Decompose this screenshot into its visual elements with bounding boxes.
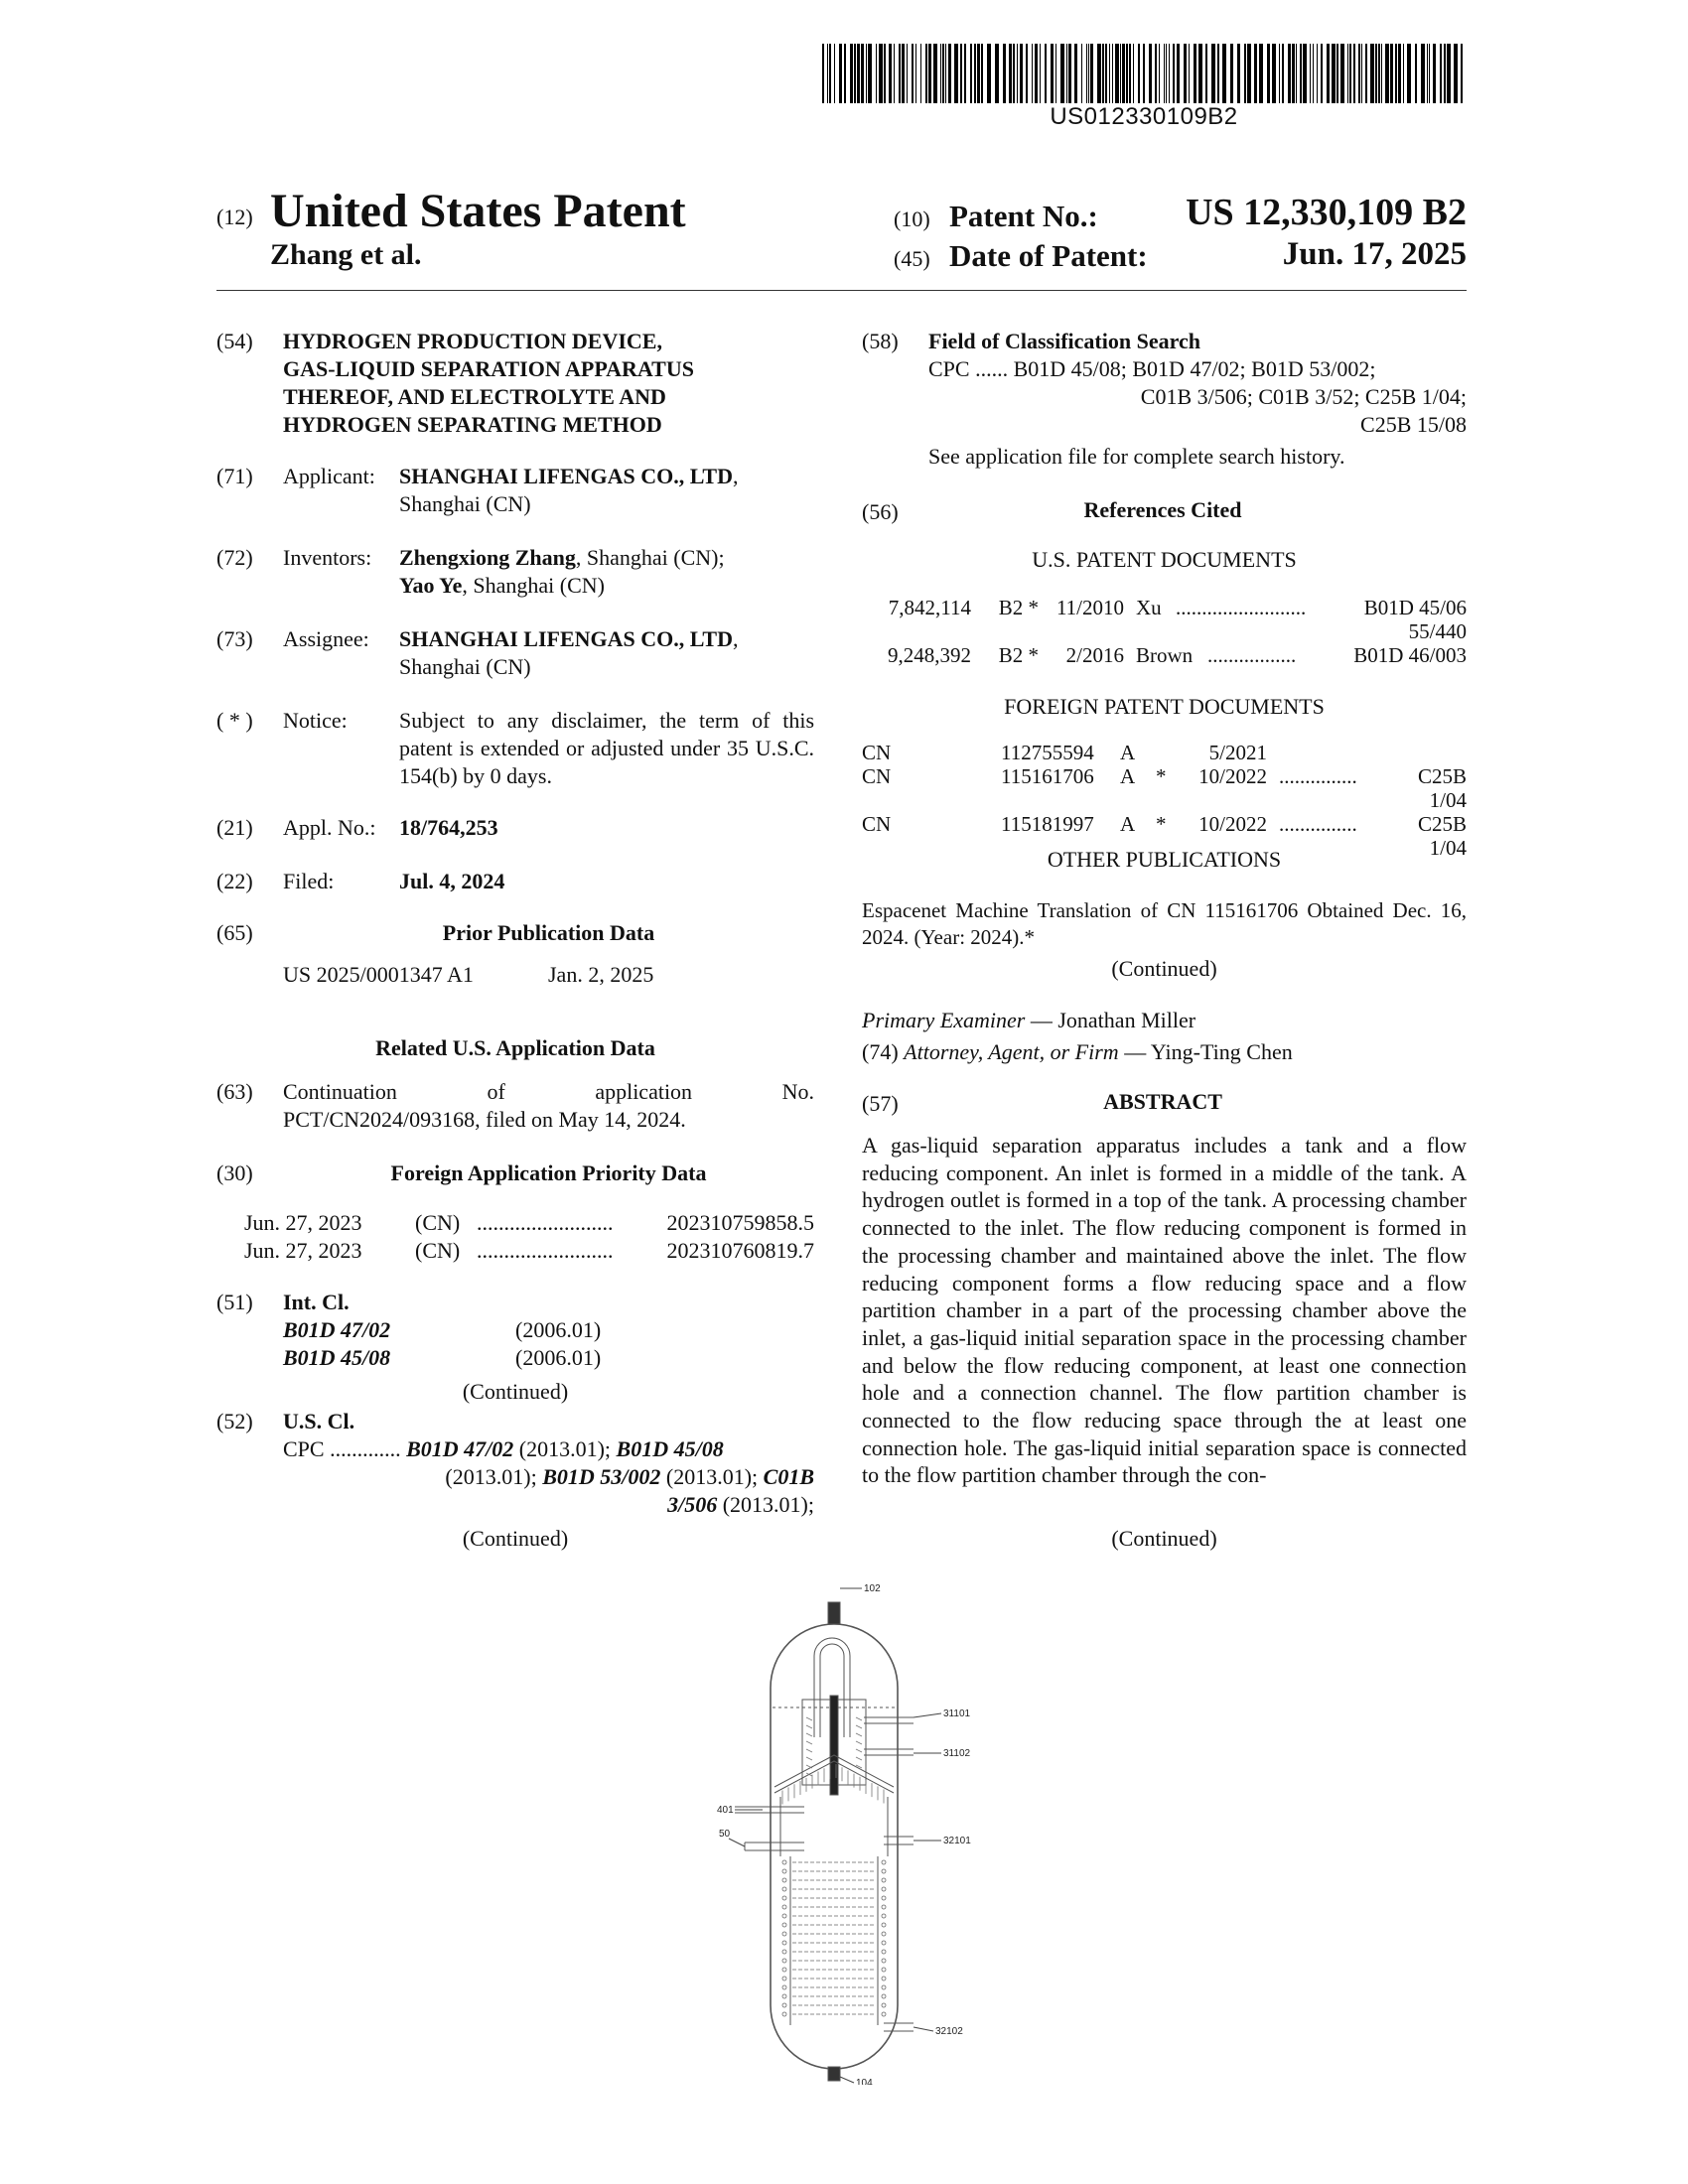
reference-row — [862, 643, 1467, 667]
dot-leader: ......................... — [477, 1210, 614, 1235]
inventors-label: Inventors: — [283, 545, 372, 570]
code-71: (71) — [216, 464, 253, 488]
patent-date: Jun. 17, 2025 — [1282, 236, 1467, 272]
references-continued: (Continued) — [1111, 956, 1217, 981]
code-65: (65) — [216, 920, 253, 945]
title-line: THEREOF, AND ELECTROLYTE AND — [283, 384, 666, 409]
cpc-version: (2013.01); — [717, 1492, 814, 1517]
patent-no-label: Patent No.: — [949, 199, 1098, 233]
other-publications-heading: OTHER PUBLICATIONS — [1047, 847, 1282, 872]
cpc-classes: B01D 45/08; B01D 47/02; B01D 53/002; — [1013, 356, 1376, 381]
dot-leader: ......................... — [477, 1238, 614, 1263]
ref-number: 115181997 — [1001, 812, 1094, 836]
barcode-number: US012330109B2 — [1050, 103, 1238, 130]
continuation-line — [283, 1078, 814, 1106]
ref-class: B01D 46/003 — [1353, 643, 1467, 667]
authors: Zhang et al. — [270, 238, 422, 271]
primary-examiner — [862, 1007, 1196, 1034]
ref-date: 10/2022 — [1198, 764, 1267, 788]
foreign-priority-table — [244, 1209, 814, 1265]
code-51: (51) — [216, 1290, 253, 1314]
dash: — — [1025, 1008, 1058, 1032]
label-401: 401 — [717, 1805, 734, 1816]
foreign-ref-row — [862, 764, 1467, 812]
word: application — [595, 1079, 693, 1104]
applicant-label: Applicant: — [283, 464, 375, 488]
priority-number: 202310760819.7 — [666, 1238, 814, 1263]
ref-date: 2/2016 — [1065, 643, 1124, 667]
prior-pub-number: US 2025/0001347 A1 — [283, 962, 474, 987]
ref-country: CN — [862, 764, 892, 788]
continuation-detail: PCT/CN2024/093168, filed on May 14, 2024. — [283, 1107, 686, 1132]
cpc-classes: C25B 15/08 — [1360, 412, 1467, 437]
cpc-label: CPC ...... — [928, 356, 1009, 381]
ref-kind: B2 * — [998, 596, 1039, 619]
dot-leader: ............. — [330, 1436, 401, 1461]
inventor-location: , Shanghai (CN) — [462, 573, 605, 598]
ref-class: C25B 1/04 — [1417, 812, 1467, 860]
assignee-name: SHANGHAI LIFENGAS CO., LTD — [399, 626, 733, 651]
title-line: HYDROGEN PRODUCTION DEVICE, — [283, 329, 662, 353]
filed-date: Jul. 4, 2024 — [399, 869, 505, 893]
ref-kind: A — [1120, 764, 1136, 788]
applicant-location: Shanghai (CN) — [399, 491, 531, 516]
priority-country: (CN) — [415, 1210, 461, 1235]
int-cl-table — [283, 1316, 601, 1372]
ref-name: Brown — [1136, 643, 1194, 667]
int-cl-version: (2006.01) — [515, 1345, 602, 1370]
cpc-label: CPC — [283, 1436, 325, 1461]
date-label: Date of Patent: — [949, 238, 1148, 273]
abstract-text: A gas-liquid separation apparatus includes a tank and a flow reducing component. An inlet is formed in a middle of the tank. A hydrogen outlet is formed in a top of the tank. A processing chamber connected to the inlet. The flow reducing component is formed in the processing chamber and maintained above the inlet. The flow reducing component forms a flow reducing space and a flow partition chamber in a part of the processing chamber above the inlet, a gas-liquid initial separation space in the processing chamber and below the flow reducing component, at least one connection hole and a connection channel. The flow partition chamber is connected to the flow reducing space through the at least one connection hole. The gas-liquid initial separation space is connected to the flow partition chamber through the con- — [862, 1133, 1467, 1488]
title-line: HYDROGEN SEPARATING METHOD — [283, 412, 662, 437]
ref-date: 11/2010 — [1055, 596, 1124, 619]
applicant — [399, 463, 738, 518]
priority-date: Jun. 27, 2023 — [244, 1210, 362, 1235]
us-references — [862, 596, 1467, 667]
ref-date: 5/2021 — [1208, 741, 1267, 764]
ref-kind: B2 * — [998, 643, 1039, 667]
header-rule — [216, 290, 1467, 291]
cpc-class: B01D 53/002 — [542, 1464, 661, 1489]
foreign-ref-row — [862, 741, 1467, 764]
code-57: (57) — [862, 1091, 899, 1116]
applicant-name: SHANGHAI LIFENGAS CO., LTD — [399, 464, 733, 488]
cpc-classes: C01B 3/506; C01B 3/52; C25B 1/04; — [1140, 384, 1467, 409]
dot-leader: ................. — [1207, 643, 1297, 667]
assignee-label: Assignee: — [283, 626, 369, 651]
ref-date: 10/2022 — [1198, 812, 1267, 836]
us-cl-cpc — [283, 1435, 814, 1519]
cpc-version: (2013.01); — [660, 1464, 764, 1489]
filed-label: Filed: — [283, 869, 335, 893]
code-72: (72) — [216, 545, 253, 570]
appl-no-label: Appl. No.: — [283, 815, 376, 840]
ref-number: 112755594 — [1001, 741, 1094, 764]
abstract-continued: (Continued) — [1111, 1526, 1217, 1551]
inventor-name: Yao Ye — [399, 573, 463, 598]
int-cl-version: (2006.01) — [515, 1317, 602, 1342]
code-notice: ( * ) — [216, 708, 253, 733]
ref-name: Xu — [1136, 596, 1162, 619]
code-10: (10) — [894, 206, 930, 231]
cpc-class: B01D 47/02 — [406, 1436, 514, 1461]
label-102: 102 — [864, 1583, 881, 1594]
ref-country: CN — [862, 812, 892, 836]
ref-star: * — [1156, 764, 1167, 788]
ref-number: 115161706 — [1001, 764, 1094, 788]
assignee — [399, 625, 738, 681]
references-heading: References Cited — [1083, 497, 1242, 522]
dot-leader: ............... — [1279, 764, 1357, 788]
ref-kind: A — [1120, 741, 1136, 764]
word: No. — [781, 1079, 814, 1104]
abstract-heading: ABSTRACT — [1103, 1089, 1222, 1114]
attorney — [862, 1038, 1293, 1066]
other-publication: Espacenet Machine Translation of CN 115161706 Obtained Dec. 16, 2024. (Year: 2024).* — [862, 898, 1467, 949]
code-58: (58) — [862, 329, 899, 353]
ref-star: * — [1156, 812, 1167, 836]
cpc-version: (2013.01); — [513, 1436, 617, 1461]
comma: , — [732, 626, 739, 651]
ref-country: CN — [862, 741, 892, 764]
appl-no: 18/764,253 — [399, 815, 498, 840]
inventor-name: Zhengxiong Zhang — [399, 545, 576, 570]
int-cl-heading: Int. Cl. — [283, 1290, 350, 1314]
reference-row — [862, 596, 1467, 619]
code-63: (63) — [216, 1079, 253, 1104]
field-search-cpc — [928, 355, 1467, 439]
notice-label: Notice: — [283, 708, 348, 733]
inventor-location: , Shanghai (CN); — [575, 545, 725, 570]
int-cl-continued: (Continued) — [462, 1379, 569, 1404]
priority-number: 202310759858.5 — [666, 1210, 814, 1235]
cpc-class: C01B — [763, 1464, 814, 1489]
search-history-note: See application file for complete search history. — [928, 444, 1345, 469]
code-21: (21) — [216, 815, 253, 840]
int-cl-class: B01D 47/02 — [283, 1317, 391, 1342]
label-31102: 31102 — [943, 1748, 971, 1759]
code-52: (52) — [216, 1409, 253, 1433]
cpc-version: (2013.01); — [445, 1464, 543, 1489]
code-30: (30) — [216, 1160, 253, 1185]
label-104: 104 — [856, 2078, 873, 2085]
foreign-references — [862, 741, 1467, 860]
cpc-class: 3/506 — [667, 1492, 718, 1517]
patent-title: United States Patent — [270, 185, 686, 237]
ref-class-secondary: 55/440 — [1408, 619, 1467, 643]
examiner-label: Primary Examiner — [862, 1008, 1026, 1032]
ref-class: B01D 45/06 — [1363, 596, 1467, 619]
label-32102: 32102 — [935, 2026, 963, 2037]
ref-number: 9,248,392 — [888, 643, 971, 667]
dot-leader: ......................... — [1176, 596, 1307, 619]
code-12: (12) — [216, 205, 253, 229]
dot-leader: ............... — [1279, 812, 1357, 836]
title-line: GAS-LIQUID SEPARATION APPARATUS — [283, 356, 694, 381]
code-22: (22) — [216, 869, 253, 893]
invention-title — [283, 328, 694, 439]
code-56: (56) — [862, 499, 899, 524]
word: of — [487, 1079, 505, 1104]
assignee-location: Shanghai (CN) — [399, 654, 531, 679]
barcode — [822, 44, 1466, 103]
word: Continuation — [283, 1079, 397, 1104]
us-cl-heading: U.S. Cl. — [283, 1409, 355, 1433]
code-45: (45) — [894, 246, 930, 271]
ref-kind: A — [1120, 812, 1136, 836]
ref-class: C25B 1/04 — [1417, 764, 1467, 812]
notice-text: Subject to any disclaimer, the term of this patent is extended or adjusted under 35 U.S.C. 154(b) by 0 days. — [399, 708, 814, 788]
label-50: 50 — [719, 1829, 731, 1840]
patent-number: US 12,330,109 B2 — [1186, 192, 1467, 233]
field-search-heading: Field of Classification Search — [928, 329, 1200, 353]
priority-country: (CN) — [415, 1238, 461, 1263]
comma: , — [732, 464, 739, 488]
related-heading: Related U.S. Application Data — [375, 1035, 655, 1060]
foreign-priority-heading: Foreign Application Priority Data — [390, 1160, 707, 1185]
code-74: (74) — [862, 1039, 899, 1064]
foreign-patent-docs-heading: FOREIGN PATENT DOCUMENTS — [1004, 694, 1325, 719]
us-cl-continued: (Continued) — [462, 1526, 569, 1551]
int-cl-class: B01D 45/08 — [283, 1345, 391, 1370]
attorney-name: Ying-Ting Chen — [1150, 1039, 1293, 1064]
priority-date: Jun. 27, 2023 — [244, 1238, 362, 1263]
inventors — [399, 544, 725, 600]
label-31101: 31101 — [943, 1708, 971, 1719]
prior-pub-date: Jan. 2, 2025 — [548, 962, 654, 987]
ref-number: 7,842,114 — [888, 596, 971, 619]
separator-drawing — [705, 1569, 983, 2085]
us-patent-docs-heading: U.S. PATENT DOCUMENTS — [1032, 547, 1297, 572]
attorney-label: Attorney, Agent, or Firm — [904, 1039, 1119, 1064]
cpc-class: B01D 45/08 — [616, 1436, 724, 1461]
code-73: (73) — [216, 626, 253, 651]
dash: — — [1118, 1039, 1151, 1064]
prior-pub-heading: Prior Publication Data — [442, 920, 655, 945]
priority-row — [244, 1209, 814, 1237]
label-32101: 32101 — [943, 1836, 971, 1846]
code-54: (54) — [216, 329, 253, 353]
priority-row — [244, 1237, 814, 1265]
examiner-name: Jonathan Miller — [1057, 1008, 1196, 1032]
